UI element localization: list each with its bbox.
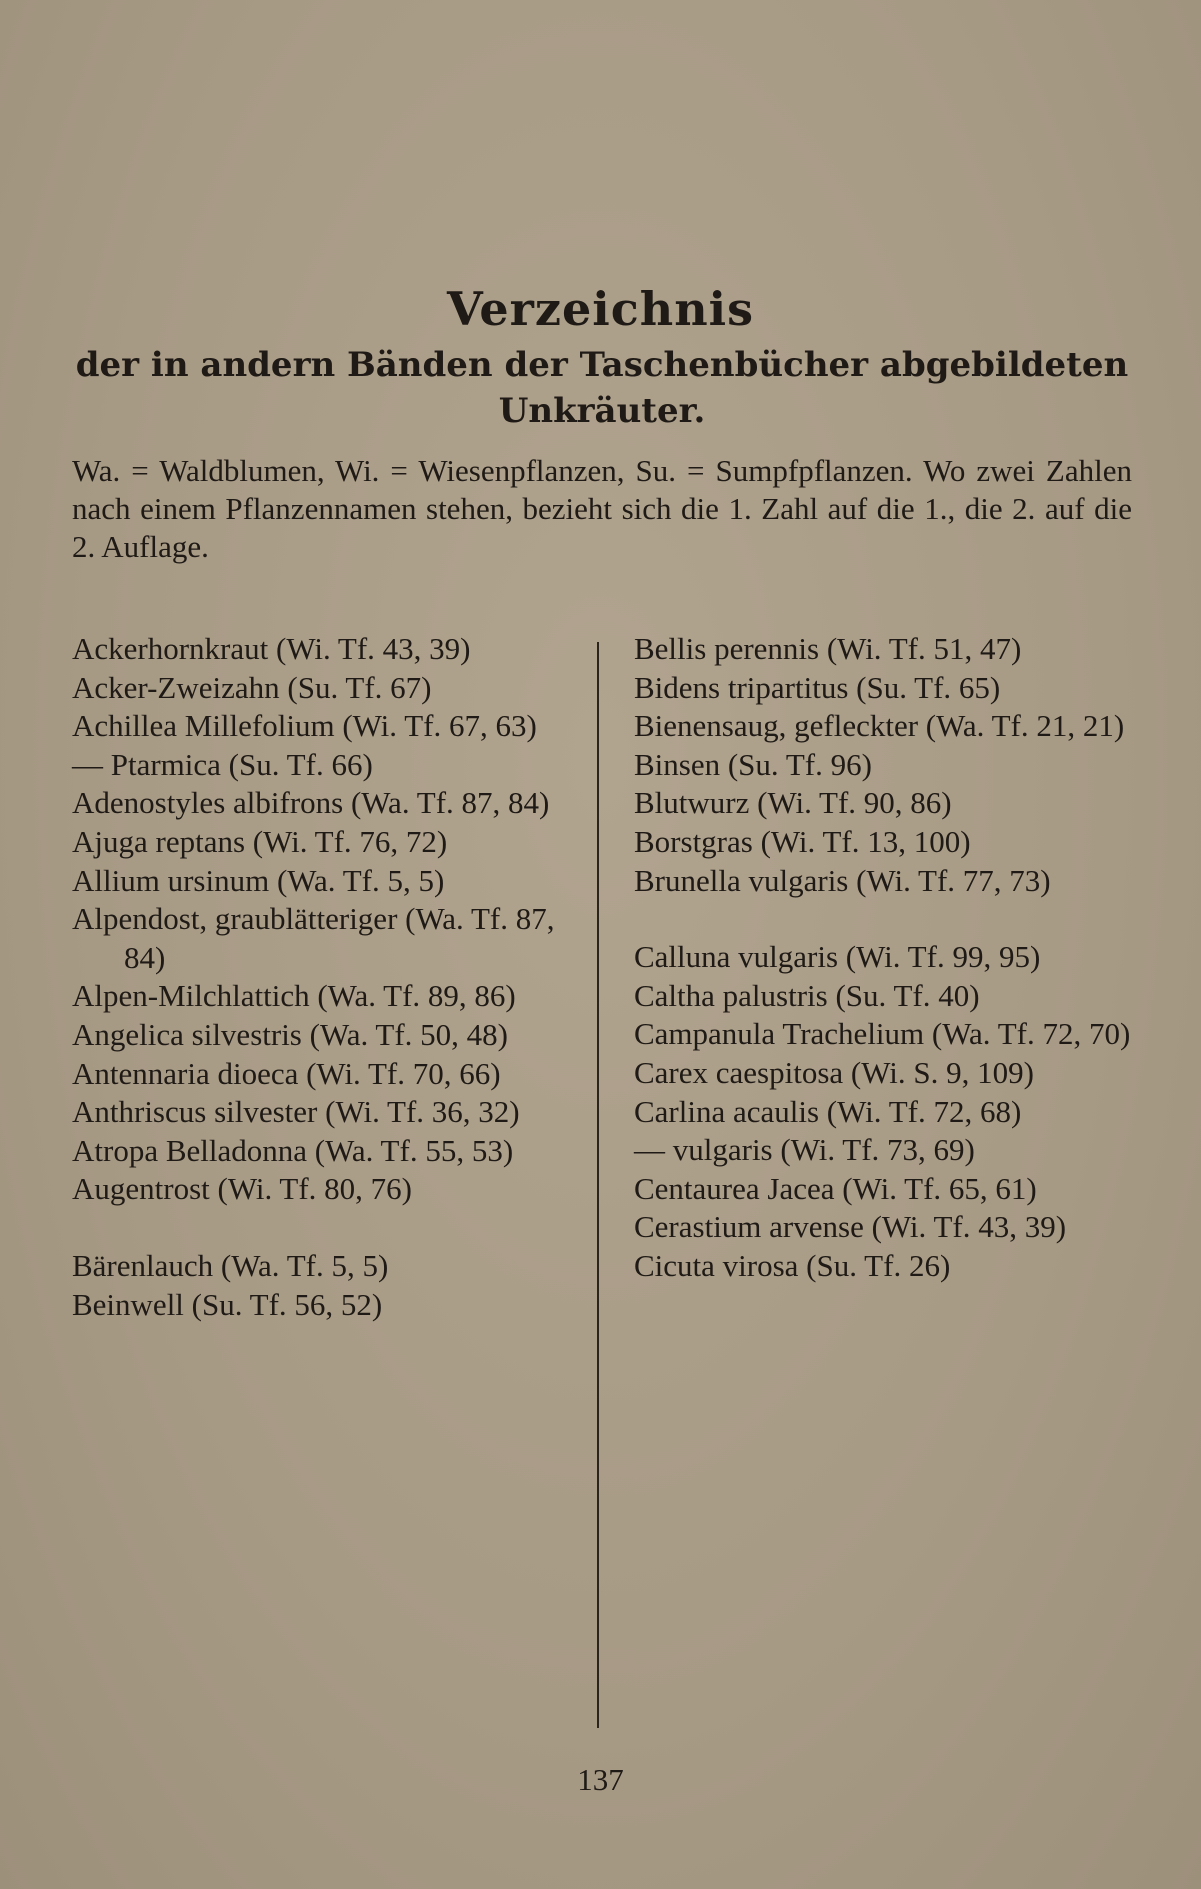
index-entry: Adenostyles albifrons (Wa. Tf. 87, 84) [72,785,550,821]
abbreviation-legend: Wa. = Waldblumen, Wi. = Wiesenpflanzen, Su. = Sumpfpflanzen. Wo zwei Zahlen nach einem Pflanzennamen stehen, bezieht sich die 1. Zahl auf die 1., die 2. auf die 2. Auflage. [72,453,1132,564]
index-entry: Allium ursinum (Wa. Tf. 5, 5) [72,862,445,898]
index-entry: Achillea Millefolium (Wi. Tf. 67, 63) [72,708,537,744]
index-entry: Atropa Belladonna (Wa. Tf. 55, 53) [72,1132,514,1168]
index-entry: Calluna vulgaris (Wi. Tf. 99, 95) [634,939,1041,975]
index-entry: Acker-Zweizahn (Su. Tf. 67) [72,669,432,705]
index-entry: Beinwell (Su. Tf. 56, 52) [72,1286,383,1322]
section-gap [72,1209,572,1247]
index-entry: Antennaria dioeca (Wi. Tf. 70, 66) [72,1055,501,1091]
index-entry: Blutwurz (Wi. Tf. 90, 86) [634,785,952,821]
index-entry: Ajuga reptans (Wi. Tf. 76, 72) [72,823,448,859]
index-column-right [634,630,1134,1286]
index-entry: Cicuta virosa (Su. Tf. 26) [634,1247,951,1283]
page-title: Verzeichnis [446,282,755,336]
index-entry: Angelica silvestris (Wa. Tf. 50, 48) [72,1016,508,1052]
index-entry: Bellis perennis (Wi. Tf. 51, 47) [634,631,1022,666]
index-entry: Ackerhornkraut (Wi. Tf. 43, 39) [72,631,471,666]
index-entry: Centaurea Jacea (Wi. Tf. 65, 61) [634,1170,1037,1206]
index-entry: Alpendost, graublätteriger (Wa. Tf. 87, 84) [72,901,555,975]
index-entry: Alpen-Milchlattich (Wa. Tf. 89, 86) [72,978,516,1014]
section-gap [634,900,1134,938]
index-entry: Carlina acaulis (Wi. Tf. 72, 68) [634,1093,1022,1129]
index-entry: Binsen (Su. Tf. 96) [634,746,872,782]
index-entry: Bärenlauch (Wa. Tf. 5, 5) [72,1247,389,1283]
index-entry: Borstgras (Wi. Tf. 13, 100) [634,823,971,859]
column-divider [597,642,599,1728]
index-entry: Bidens tripartitus (Su. Tf. 65) [634,669,1001,705]
index-entry: Cerastium arvense (Wi. Tf. 43, 39) [634,1209,1067,1245]
index-entry: Bienensaug, gefleckter (Wa. Tf. 21, 21) [634,708,1125,744]
index-column-left [72,630,572,1324]
index-entry: Augentrost (Wi. Tf. 80, 76) [72,1171,412,1207]
page-number: 137 [577,1762,624,1797]
index-entry: Anthriscus silvester (Wi. Tf. 36, 32) [72,1094,520,1130]
index-entry: — Ptarmica (Su. Tf. 66) [72,746,373,782]
page-subtitle: der in andern Bänden der Taschenbücher abgebildeten Unkräuter. [75,345,1129,431]
index-entry: Carex caespitosa (Wi. S. 9, 109) [634,1054,1034,1090]
index-entry: Campanula Trachelium (Wa. Tf. 72, 70) [634,1016,1131,1052]
index-entry: Caltha palustris (Su. Tf. 40) [634,977,980,1013]
index-entry: — vulgaris (Wi. Tf. 73, 69) [634,1132,975,1168]
index-entry: Brunella vulgaris (Wi. Tf. 77, 73) [634,862,1051,898]
